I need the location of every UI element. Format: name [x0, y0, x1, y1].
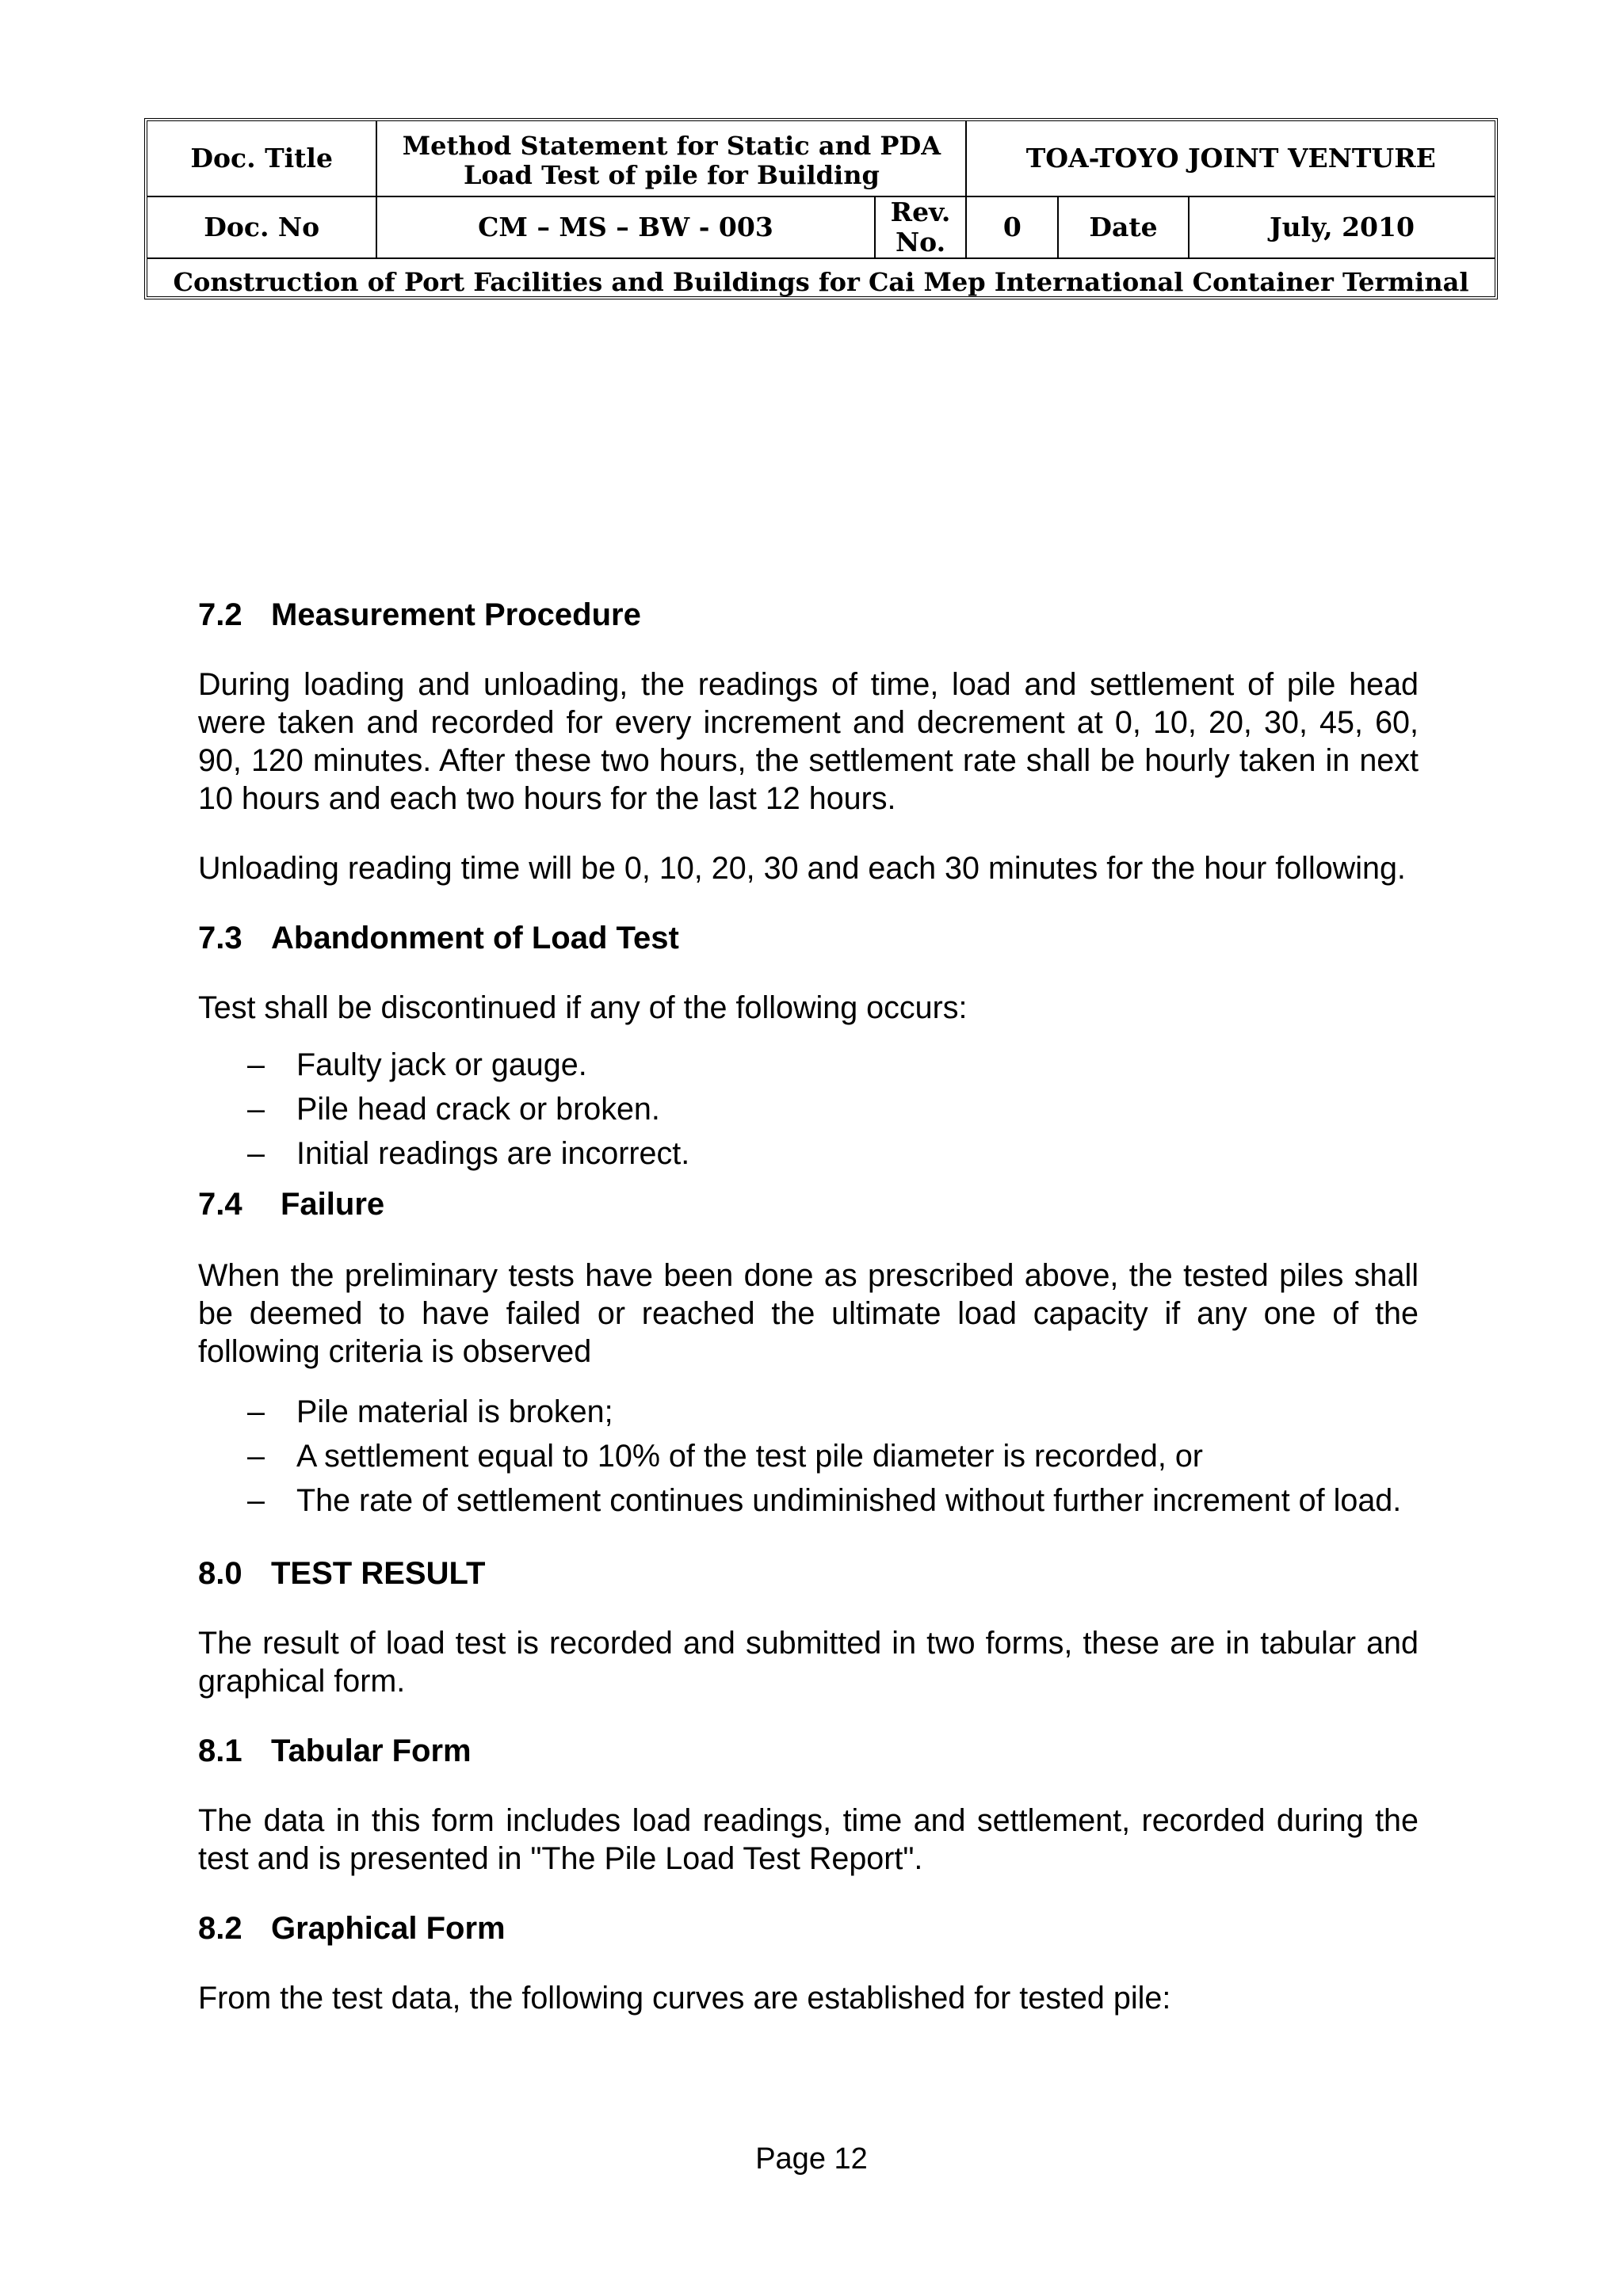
- section-title: Abandonment of Load Test: [271, 921, 679, 955]
- list-item: [198, 1090, 1419, 1128]
- section-7-4-heading: [198, 1185, 1419, 1223]
- section-title: Failure: [281, 1187, 385, 1222]
- list-item: [198, 1135, 1419, 1173]
- list-item-text: The rate of settlement continues undiminished without further increment of load.: [296, 1483, 1402, 1518]
- dash-bullet: –: [247, 1439, 265, 1474]
- doc-title-label: Doc. Title: [147, 121, 376, 196]
- section-number: 7.4: [198, 1187, 242, 1222]
- list-item-text: Initial readings are incorrect.: [296, 1136, 690, 1171]
- section-number: 8.2: [198, 1911, 242, 1946]
- list-item-text: Pile material is broken;: [296, 1394, 613, 1429]
- doc-title: [376, 121, 966, 196]
- section-7-2-heading: [198, 596, 1419, 634]
- paragraph: Unloading reading time will be 0, 10, 20, 30 and each 30 minutes for the hour following.: [198, 851, 1406, 886]
- project-name: Construction of Port Facilities and Buildings for Cai Mep International Container Terminal: [147, 258, 1495, 307]
- doc-title-line1: Method Statement for Static and PDA: [402, 131, 941, 162]
- rev-label: Rev. No.: [875, 196, 967, 258]
- date-label: Date: [1058, 196, 1189, 258]
- paragraph: From the test data, the following curves are established for tested pile:: [198, 1981, 1171, 2016]
- dash-bullet: –: [247, 1136, 265, 1171]
- failure-criteria-list: [198, 1390, 1419, 1523]
- list-item-text: Pile head crack or broken.: [296, 1092, 660, 1127]
- doc-no: CM – MS – BW - 003: [376, 196, 874, 258]
- paragraph: The result of load test is recorded and submitted in two forms, these are in tabular and graphical form.: [198, 1626, 1419, 1699]
- section-title: Tabular Form: [271, 1733, 472, 1768]
- section-number: 7.2: [198, 597, 242, 632]
- dash-bullet: –: [247, 1483, 265, 1518]
- list-item-text: A settlement equal to 10% of the test pile diameter is recorded, or: [296, 1439, 1203, 1474]
- section-number: 8.1: [198, 1733, 242, 1768]
- list-item: [198, 1046, 1419, 1084]
- paragraph: The data in this form includes load readings, time and settlement, recorded during the test and is presented in "The Pile Load Test Report".: [198, 1803, 1419, 1876]
- section-title: Measurement Procedure: [271, 597, 641, 632]
- section-8-0-heading: [198, 1554, 1419, 1592]
- section-8-1-heading: [198, 1732, 1419, 1770]
- page-content: [198, 596, 1419, 2049]
- section-title: TEST RESULT: [271, 1556, 486, 1591]
- list-item-text: Faulty jack or gauge.: [296, 1047, 587, 1082]
- dash-bullet: –: [247, 1394, 265, 1429]
- header-table: [147, 121, 1495, 307]
- section-8-2-heading: [198, 1909, 1419, 1947]
- document-header: [144, 118, 1498, 299]
- abandonment-list: [198, 1046, 1419, 1173]
- section-number: 7.3: [198, 921, 242, 955]
- section-title: Graphical Form: [271, 1911, 506, 1946]
- date-value: July, 2010: [1189, 196, 1495, 258]
- page-number: Page 12: [755, 2142, 868, 2176]
- paragraph: When the preliminary tests have been done as prescribed above, the tested piles shall be deemed to have failed or reached the ultimate load capacity if any one of the following criteria is observed: [198, 1258, 1419, 1369]
- paragraph: During loading and unloading, the readings of time, load and settlement of pile head were taken and recorded for every increment and decrement at 0, 10, 20, 30, 45, 60, 90, 120 minutes. After these two hours, the settlement rate shall be hourly taken in next 10 hours and each two hours for the last 12 hours.: [198, 667, 1419, 816]
- company-name: TOA-TOYO JOINT VENTURE: [966, 121, 1495, 196]
- list-item: [198, 1434, 1419, 1478]
- dash-bullet: –: [247, 1047, 265, 1082]
- list-item: [198, 1478, 1419, 1523]
- list-item: [198, 1390, 1419, 1434]
- paragraph: Test shall be discontinued if any of the following occurs:: [198, 990, 968, 1025]
- section-number: 8.0: [198, 1556, 242, 1591]
- dash-bullet: –: [247, 1092, 265, 1127]
- rev-value: 0: [966, 196, 1058, 258]
- section-7-3-heading: [198, 919, 1419, 957]
- doc-no-label: Doc. No: [147, 196, 376, 258]
- doc-title-line2: Load Test of pile for Building: [463, 160, 880, 190]
